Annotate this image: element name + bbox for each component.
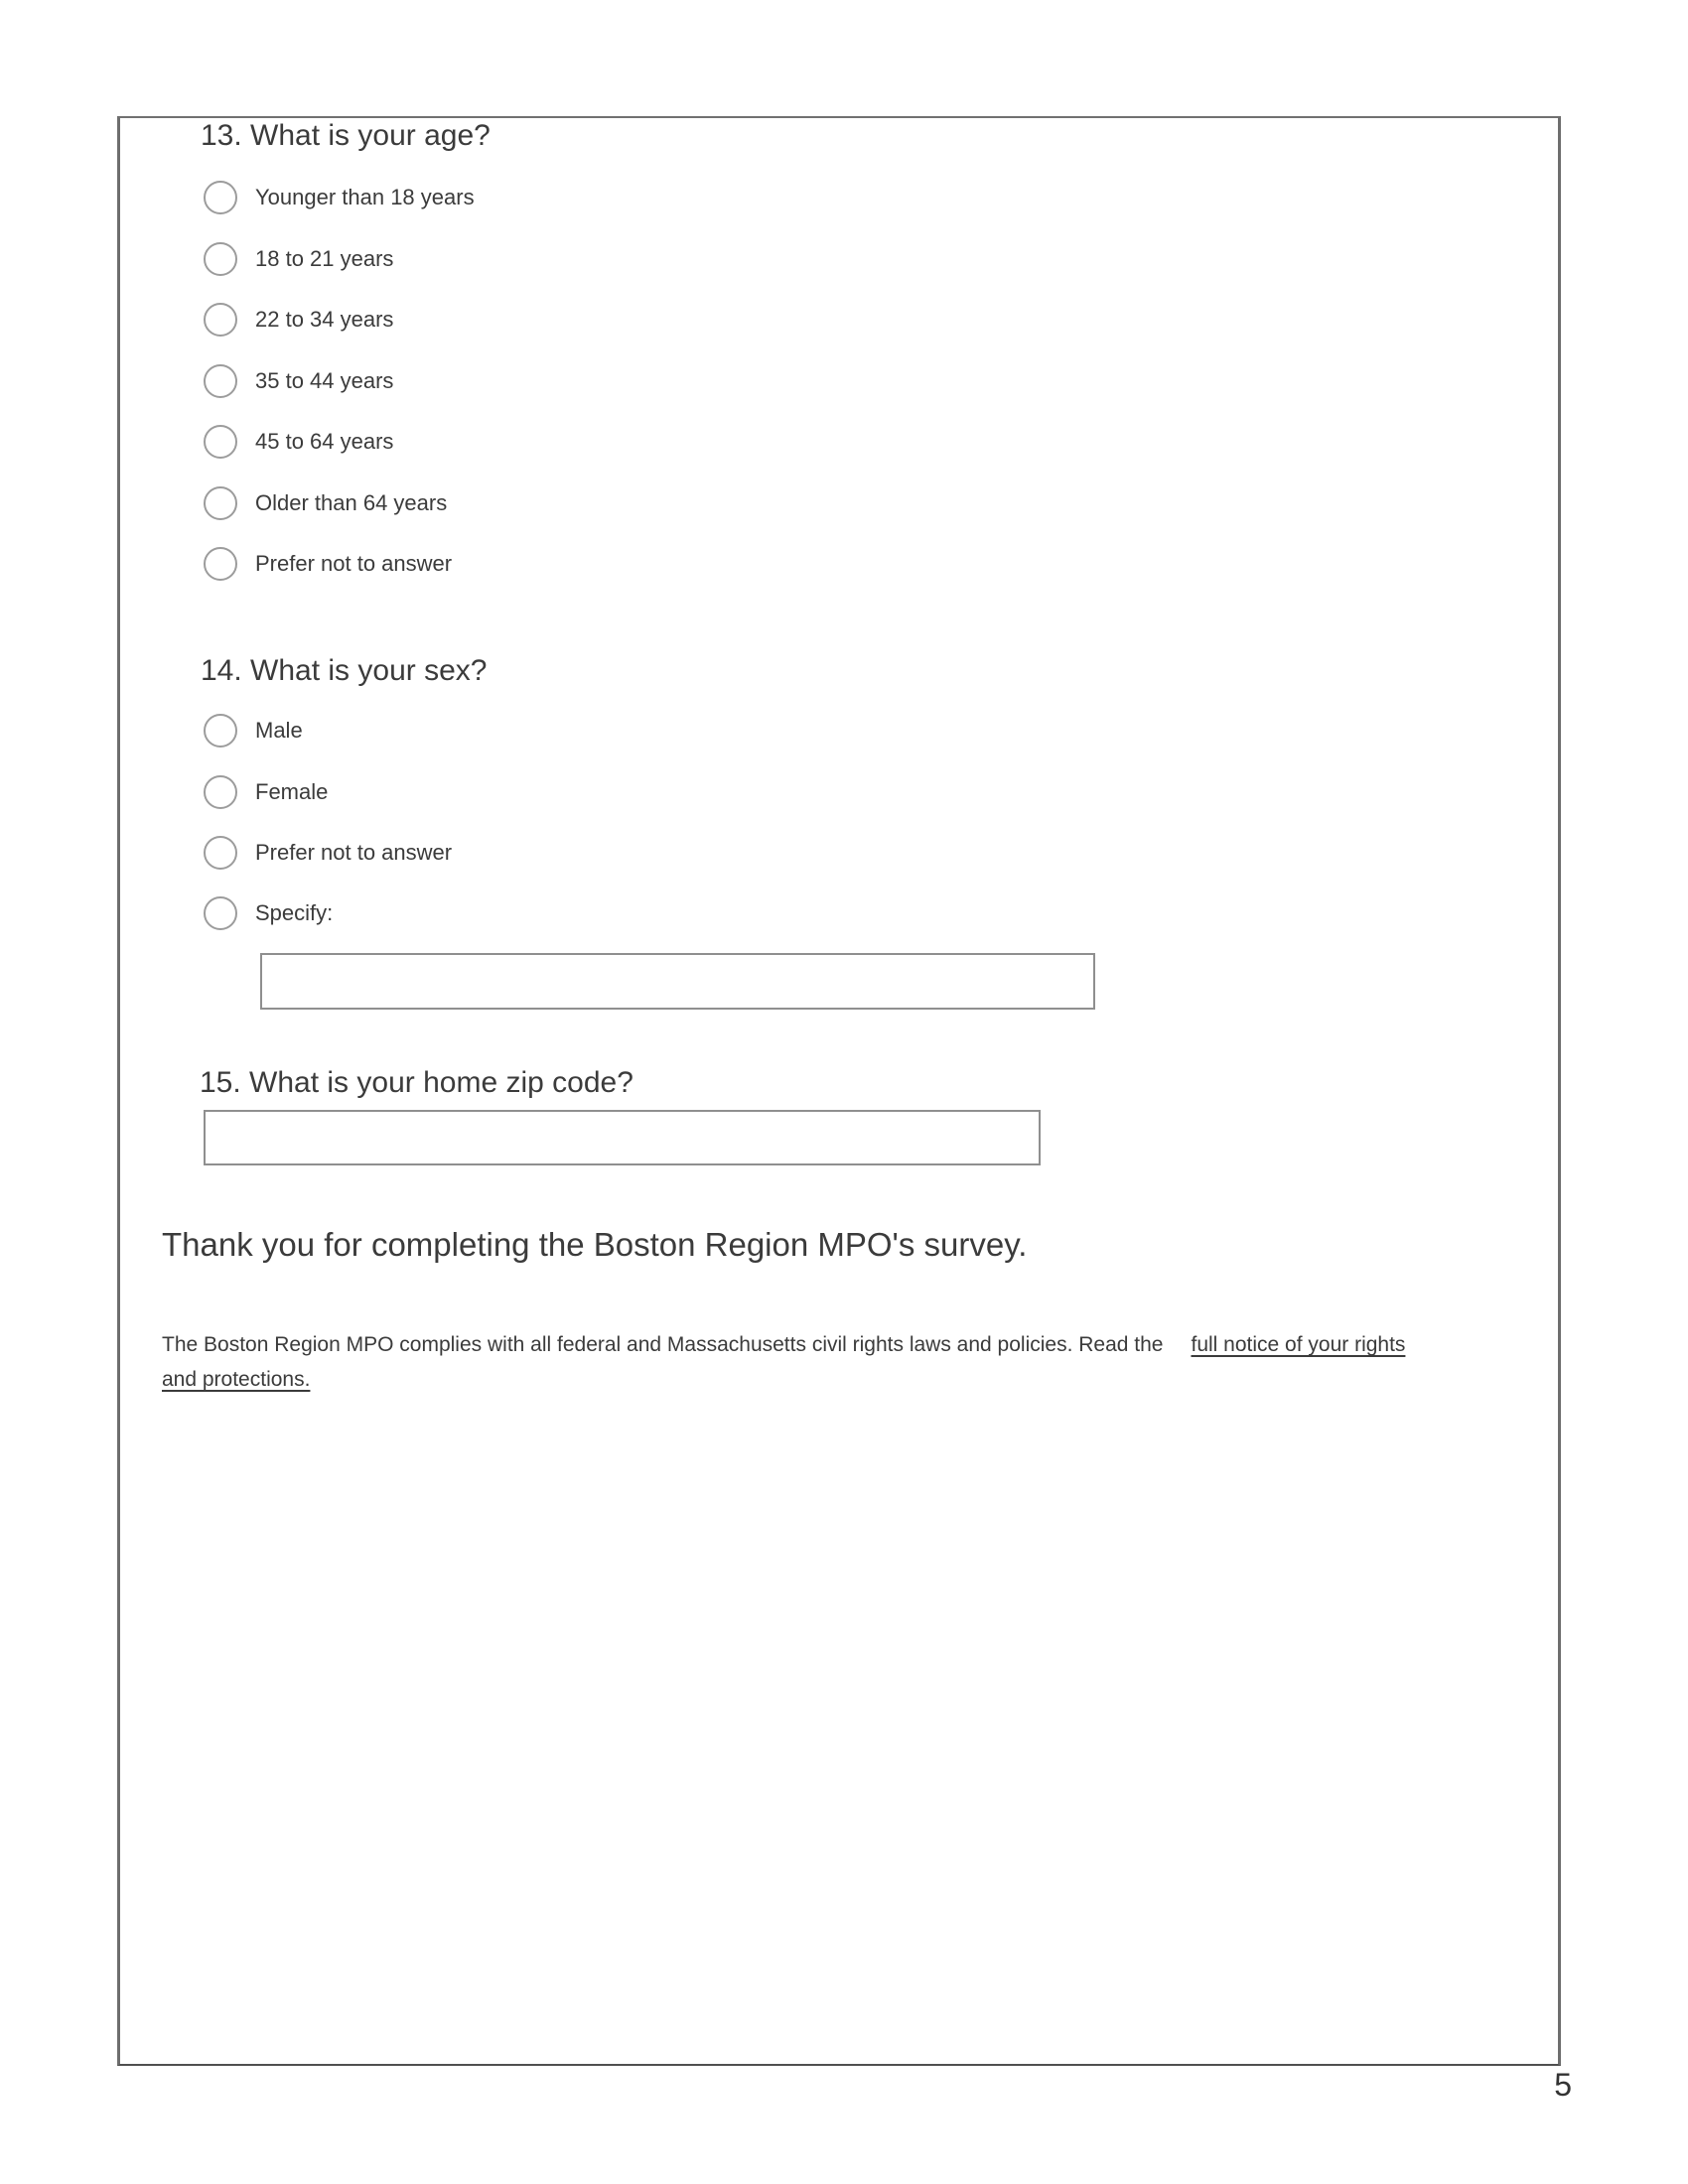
radio-button-icon[interactable] (204, 303, 237, 337)
question-15-title: 15. What is your home zip code? (200, 1066, 633, 1099)
question-14-title: 14. What is your sex? (201, 654, 488, 687)
radio-button-icon[interactable] (204, 425, 237, 459)
radio-button-icon[interactable] (204, 836, 237, 870)
radio-button-icon[interactable] (204, 714, 237, 748)
option-label: Younger than 18 years (255, 185, 475, 209)
option-label: Female (255, 779, 329, 804)
rights-notice-link[interactable]: and protections. (162, 1368, 311, 1391)
radio-button-icon[interactable] (204, 896, 237, 930)
radio-button-icon[interactable] (204, 547, 237, 581)
radio-button-icon[interactable] (204, 486, 237, 520)
option-label: Prefer not to answer (255, 840, 453, 865)
civil-rights-notice-line2 (162, 1362, 1572, 1397)
civil-rights-notice-text: The Boston Region MPO complies with all federal and Massachusetts civil rights laws and policies. Read the (162, 1333, 1164, 1356)
option-label: Prefer not to answer (255, 551, 453, 576)
option-label: 22 to 34 years (255, 307, 394, 332)
q13-option-35-to-44[interactable] (204, 364, 393, 398)
q14-option-female[interactable] (204, 775, 328, 809)
radio-button-icon[interactable] (204, 242, 237, 276)
option-label: 45 to 64 years (255, 429, 394, 454)
option-label: Male (255, 718, 303, 743)
rights-notice-link[interactable]: full notice of your rights (1191, 1333, 1406, 1356)
specify-input[interactable] (260, 953, 1095, 1010)
civil-rights-notice (162, 1327, 1572, 1397)
thank-you-heading: Thank you for completing the Boston Region MPO's survey. (162, 1226, 1028, 1263)
q14-option-male[interactable] (204, 714, 303, 748)
q13-option-older-than-64[interactable] (204, 486, 447, 520)
radio-button-icon[interactable] (204, 364, 237, 398)
q13-option-younger-than-18[interactable] (204, 181, 475, 214)
option-label: Older than 64 years (255, 490, 448, 515)
option-label: 18 to 21 years (255, 246, 394, 271)
option-label: 35 to 44 years (255, 368, 394, 393)
civil-rights-notice-line1 (162, 1327, 1572, 1362)
q13-option-22-to-34[interactable] (204, 303, 393, 337)
q14-option-specify[interactable] (204, 896, 333, 930)
q13-option-prefer-not-to-answer[interactable] (204, 547, 452, 581)
radio-button-icon[interactable] (204, 181, 237, 214)
q14-option-prefer-not-to-answer[interactable] (204, 836, 452, 870)
question-13-title: 13. What is your age? (201, 119, 491, 152)
option-label: Specify: (255, 900, 334, 925)
zip-code-input[interactable] (204, 1110, 1041, 1165)
page-number: 5 (1554, 2067, 1572, 2103)
q13-option-45-to-64[interactable] (204, 425, 393, 459)
radio-button-icon[interactable] (204, 775, 237, 809)
q13-option-18-to-21[interactable] (204, 242, 393, 276)
